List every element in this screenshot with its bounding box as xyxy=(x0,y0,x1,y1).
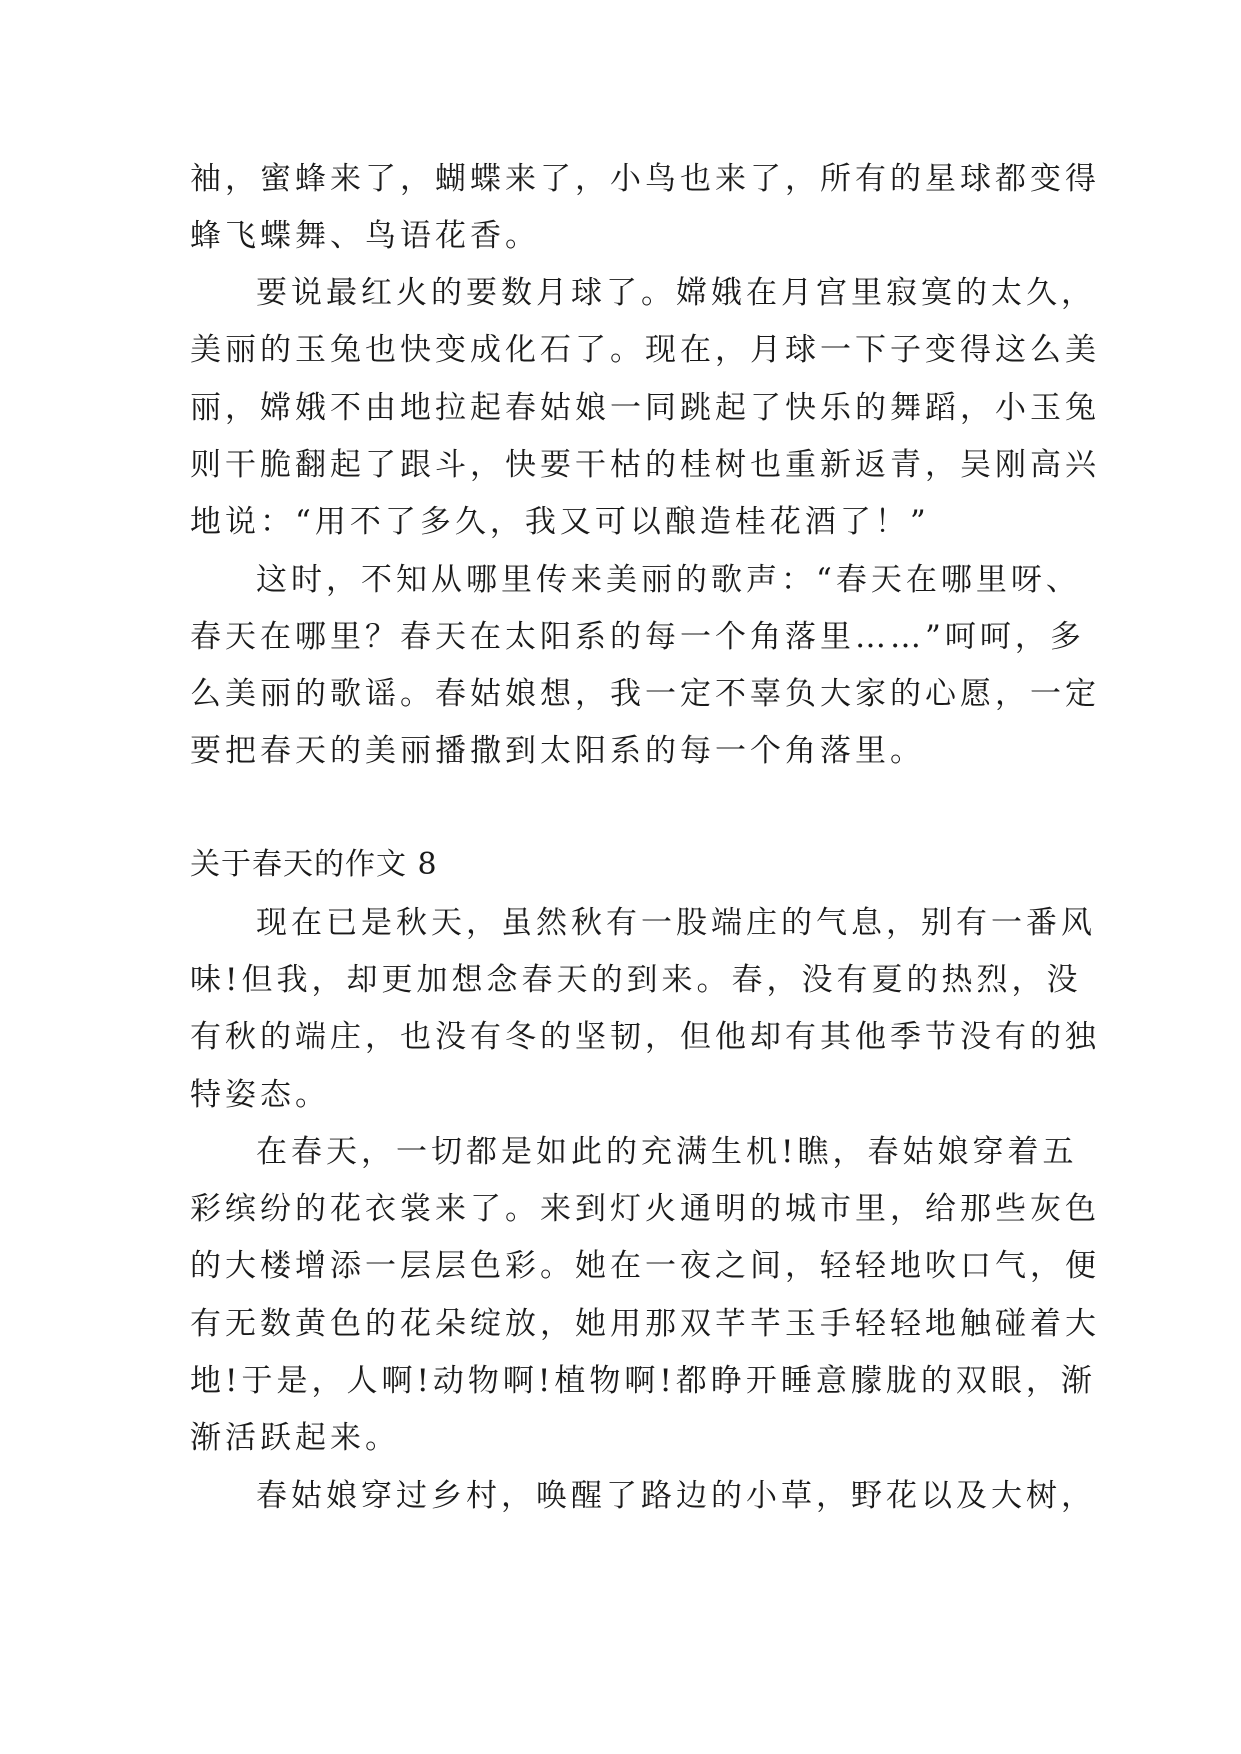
text-line: 春天在哪里？春天在太阳系的每一个角落里……”呵呵，多 xyxy=(190,619,1085,655)
text-line: 彩缤纷的花衣裳来了。来到灯火通明的城市里，给那些灰色 xyxy=(190,1191,1100,1227)
text-line: 袖，蜜蜂来了，蝴蝶来了，小鸟也来了，所有的星球都变得 xyxy=(190,161,1100,197)
text-line: 则干脆翻起了跟斗，快要干枯的桂树也重新返青，吴刚高兴 xyxy=(190,447,1100,483)
paragraph-first-line: 春姑娘穿过乡村，唤醒了路边的小草，野花以及大树， xyxy=(256,1478,1096,1514)
text-line: 有秋的端庄，也没有冬的坚韧，但他却有其他季节没有的独 xyxy=(190,1019,1100,1055)
text-line: 要把春天的美丽播撒到太阳系的每一个角落里。 xyxy=(190,733,925,769)
paragraph-first-line: 要说最红火的要数月球了。嫦娥在月宫里寂寞的太久， xyxy=(256,275,1096,311)
paragraph-first-line: 这时，不知从哪里传来美丽的歌声：“春天在哪里呀、 xyxy=(256,562,1081,598)
paragraph-first-line: 现在已是秋天，虽然秋有一股端庄的气息，别有一番风 xyxy=(256,905,1096,941)
text-line: 味!但我，却更加想念春天的到来。春，没有夏的热烈，没 xyxy=(190,962,1082,998)
paragraph-first-line: 在春天，一切都是如此的充满生机!瞧，春姑娘穿着五 xyxy=(256,1134,1078,1170)
text-line: 的大楼增添一层层色彩。她在一夜之间，轻轻地吹口气，便 xyxy=(190,1248,1100,1284)
text-line: 丽，嫦娥不由地拉起春姑娘一同跳起了快乐的舞蹈，小玉兔 xyxy=(190,390,1100,426)
text-line: 渐活跃起来。 xyxy=(190,1420,400,1456)
text-line: 么美丽的歌谣。春姑娘想，我一定不辜负大家的心愿，一定 xyxy=(190,676,1100,712)
text-line: 特姿态。 xyxy=(190,1077,330,1113)
text-line: 地说：“用不了多久，我又可以酿造桂花酒了！” xyxy=(190,504,930,540)
text-line: 有无数黄色的花朵绽放，她用那双芊芊玉手轻轻地触碰着大 xyxy=(190,1306,1100,1342)
section-heading: 关于春天的作文 8 xyxy=(190,847,438,882)
text-line: 美丽的玉兔也快变成化石了。现在，月球一下子变得这么美 xyxy=(190,332,1100,368)
text-line: 地!于是，人啊!动物啊!植物啊!都睁开睡意朦胧的双眼，渐 xyxy=(190,1363,1096,1399)
text-line: 蜂飞蝶舞、鸟语花香。 xyxy=(190,218,540,254)
